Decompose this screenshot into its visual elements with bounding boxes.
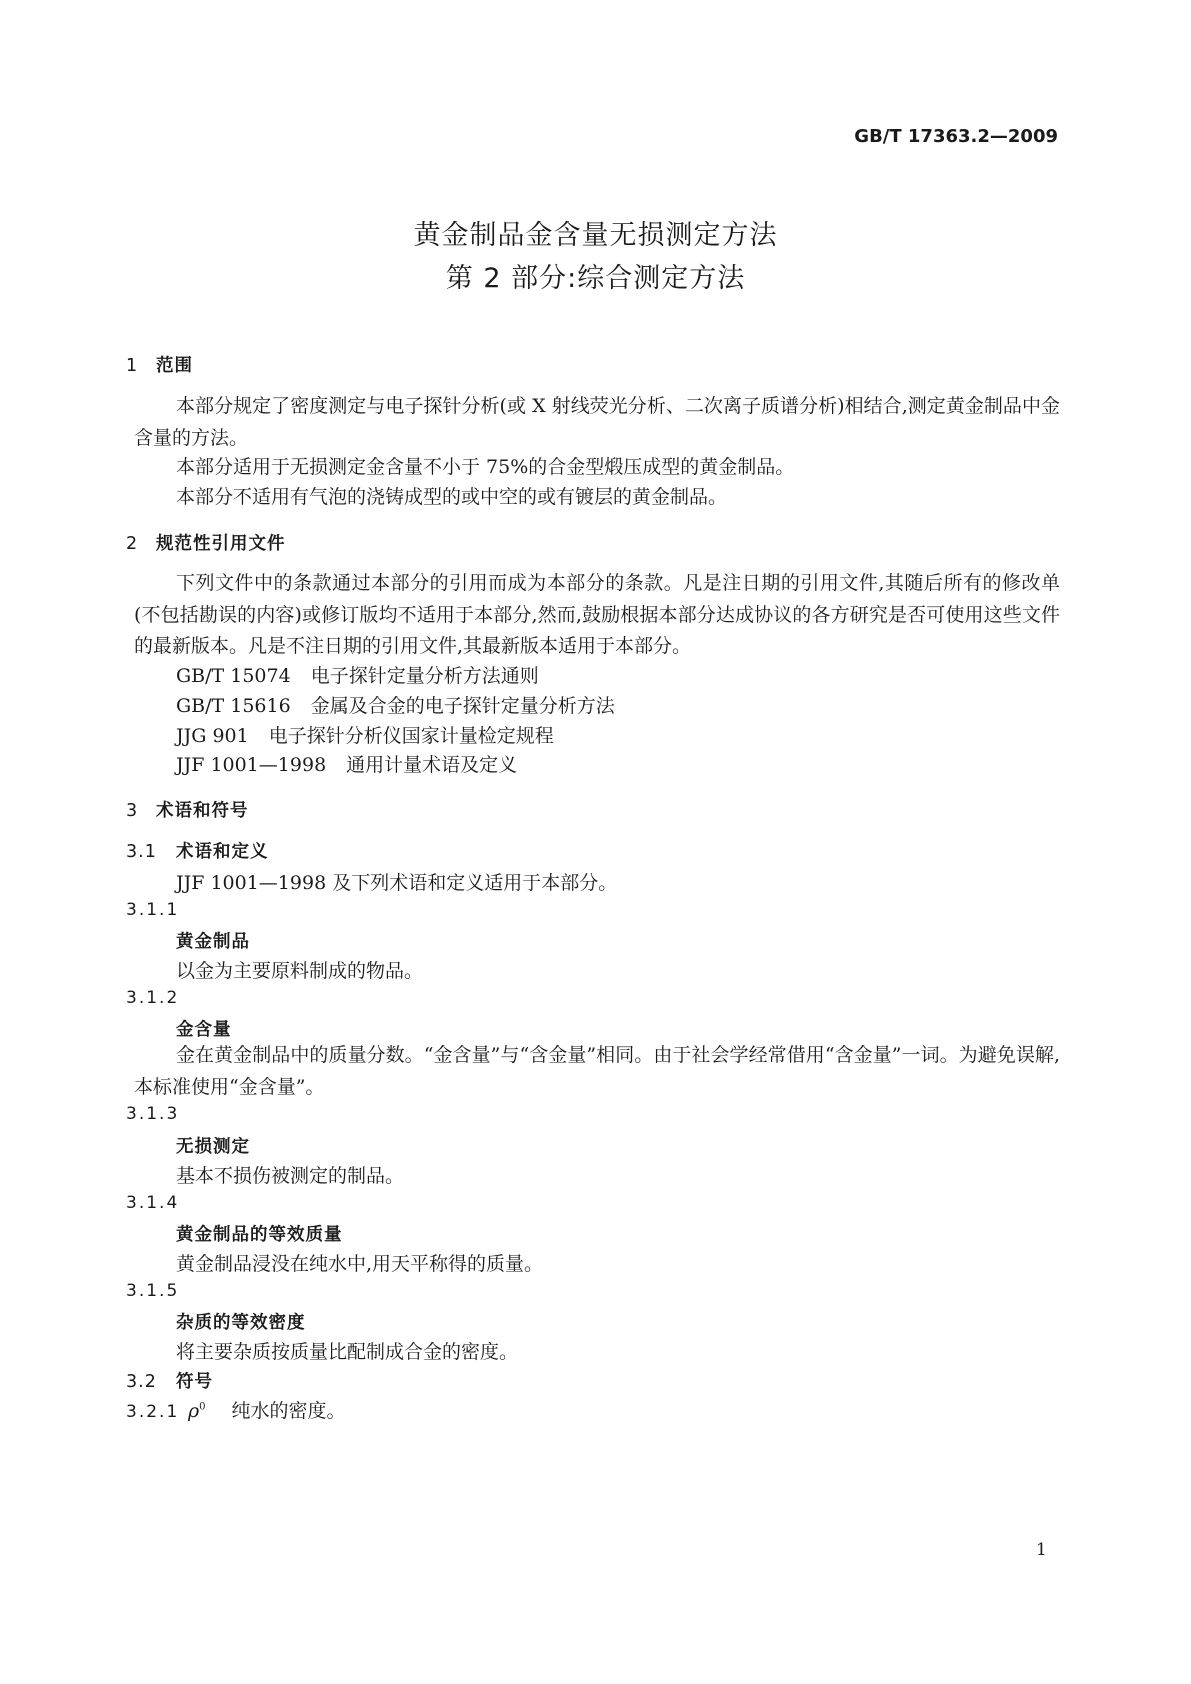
- term-definition: 金在黄金制品中的质量分数。“金含量”与“含金量”相同。由于社会学经常借用“含金量”一词。为避免误解,本标准使用“金含量”。: [134, 1044, 1060, 1098]
- rho-symbol: $\rho^0$: [188, 1400, 206, 1422]
- subsection-3-1-heading: [126, 838, 269, 863]
- reference-code: JJG 901: [176, 725, 249, 747]
- term-definition: 以金为主要原料制成的物品。: [176, 960, 424, 982]
- subsection-number: 3.2: [126, 1372, 157, 1392]
- section-1-paragraph-3: 本部分不适用有气泡的浇铸成型的或中空的或有镀层的黄金制品。: [176, 486, 728, 508]
- reference-item: [176, 750, 517, 777]
- term-definition: 黄金制品浸没在纯水中,用天平称得的质量。: [176, 1253, 544, 1275]
- term-number: 3.1.3: [126, 1104, 180, 1124]
- term-definition: 基本不损伤被测定的制品。: [176, 1165, 405, 1187]
- section-number: 2: [126, 534, 139, 554]
- term-number: 3.1.4: [126, 1193, 180, 1213]
- reference-item: [176, 721, 554, 748]
- section-1-heading: [126, 352, 193, 377]
- symbol-definition: 纯水的密度。: [231, 1400, 346, 1422]
- section-title: 范围: [156, 356, 193, 376]
- reference-title: 金属及合金的电子探针定量分析方法: [310, 695, 615, 717]
- term-name: 黄金制品: [176, 932, 250, 952]
- reference-code: GB/T 15074: [176, 665, 291, 687]
- reference-item: [176, 661, 539, 688]
- section-3-heading: [126, 797, 249, 822]
- reference-title: 电子探针定量分析方法通则: [310, 665, 539, 687]
- subsection-3-2-heading: [126, 1368, 213, 1393]
- section-title: 规范性引用文件: [156, 534, 286, 554]
- standard-code: GB/T 17363.2—2009: [854, 126, 1058, 147]
- term-name: 杂质的等效密度: [176, 1313, 306, 1333]
- subsection-title: 符号: [176, 1372, 213, 1392]
- symbol-number: 3.2.1: [126, 1402, 180, 1422]
- term-name: 无损测定: [176, 1137, 250, 1157]
- reference-title: 电子探针分析仪国家计量检定规程: [268, 725, 554, 747]
- reference-code: GB/T 15616: [176, 695, 291, 717]
- symbol-item: [126, 1396, 346, 1423]
- term-number: 3.1.5: [126, 1281, 180, 1301]
- term-definition: 将主要杂质按质量比配制成合金的密度。: [176, 1341, 519, 1363]
- section-2-paragraph-1: 下列文件中的条款通过本部分的引用而成为本部分的条款。凡是注日期的引用文件,其随后所有的修改单(不包括勘误的内容)或修订版均不适用于本部分,然而,鼓励根据本部分达成协议的各方研究是否可使用这些文件的最新版本。凡是不注日期的引用文件,其最新版本适用于本部分。: [134, 572, 1060, 657]
- term-number: 3.1.1: [126, 900, 180, 920]
- document-title: 黄金制品金含量无损测定方法: [413, 220, 778, 251]
- page-number: 1: [1036, 1540, 1047, 1560]
- reference-title: 通用计量术语及定义: [346, 754, 518, 776]
- section-number: 3: [126, 801, 139, 821]
- section-1-paragraph-1: 本部分规定了密度测定与电子探针分析(或 X 射线荧光分析、二次离子质谱分析)相结合,测定黄金制品中金含量的方法。: [134, 395, 1060, 449]
- reference-code: JJF 1001—1998: [176, 754, 327, 776]
- subsection-3-1-intro: JJF 1001—1998 及下列术语和定义适用于本部分。: [176, 872, 618, 894]
- section-1-paragraph-2: 本部分适用于无损测定金含量不小于 75%的合金型煅压成型的黄金制品。: [176, 456, 795, 478]
- subsection-title: 术语和定义: [176, 842, 269, 862]
- section-2-heading: [126, 530, 286, 555]
- term-name: 金含量: [176, 1020, 232, 1040]
- section-title: 术语和符号: [156, 801, 249, 821]
- section-number: 1: [126, 356, 139, 376]
- term-name: 黄金制品的等效质量: [176, 1225, 343, 1245]
- document-subtitle: 第 2 部分:综合测定方法: [445, 263, 746, 294]
- term-number: 3.1.2: [126, 988, 180, 1008]
- subsection-number: 3.1: [126, 842, 157, 862]
- reference-item: [176, 691, 615, 718]
